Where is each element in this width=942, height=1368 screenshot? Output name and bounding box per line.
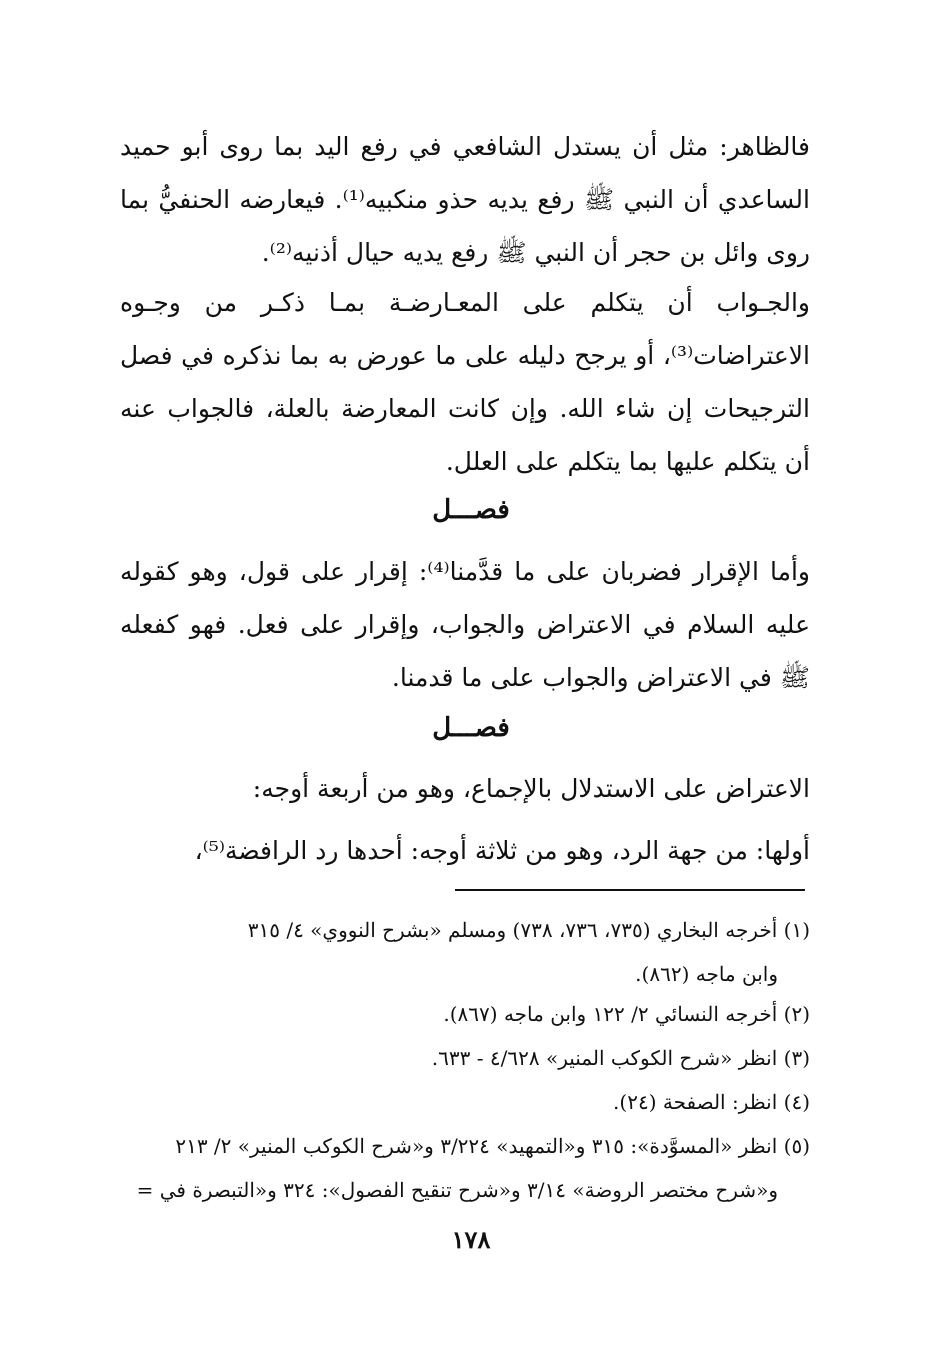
footnote-3: (٣) انظر «شرح الكوكب المنير» ٤/٦٢٨ - ٦٣٣. [431,1046,810,1070]
paragraph-text: وأما الإقرار فضربان على ما قدَّمنا⁽⁴⁾: إقرار على قول، وهو كقوله عليه السلام في الاعتراض والجواب، وإقرار على فعل. فهو كفعله ﷺ في الاعتراض والجواب على ما قدمنا. [120,557,810,692]
footnote-separator [455,889,805,891]
footnote-1-continuation: وابن ماجه (٨٦٢). [635,962,778,986]
paragraph-ijma-objection [120,762,810,815]
paragraph-answer [120,276,810,488]
footnote-5: (٥) انظر «المسوَّدة»: ٣١٥ و«التمهيد» ٣/٢٢٤ و«شرح الكوكب المنير» ٢/ ٢١٣ [175,1134,810,1158]
footnote-1: (١) أخرجه البخاري (٧٣٥، ٧٣٦، ٧٣٨) ومسلم «بشرح النووي» ٤/ ٣١٥ [247,918,810,942]
paragraph-text: أولها: من جهة الرد، وهو من ثلاثة أوجه: أحدها رد الرافضة⁽⁵⁾، [194,836,810,865]
footnotes [118,910,810,1210]
paragraph-raising-hands [120,120,810,279]
section-heading-1: فصـــل [432,495,510,525]
section-heading-2: فصـــل [432,713,510,743]
paragraph-first-aspect [120,824,810,877]
footnote-5-continuation: و«شرح مختصر الروضة» ٣/١٤ و«شرح تنقيح الفصول»: ٣٢٤ و«التبصرة في = [136,1178,778,1202]
footnote-4: (٤) انظر: الصفحة (٢٤). [613,1090,810,1114]
paragraph-text: فالظاهر: مثل أن يستدل الشافعي في رفع اليد بما روى أبو حميد الساعدي أن النبي ﷺ رفع يديه حذو منكبيه⁽¹⁾. فيعارضه الحنفيُّ بما روى وائل بن حجر أن النبي ﷺ رفع يديه حيال أذنيه⁽²⁾. [120,132,810,267]
paragraph-text: الاعتراض على الاستدلال بالإجماع، وهو من أربعة أوجه: [252,774,810,803]
paragraph-text: والجـواب أن يتكلم على المعـارضـة بمـا ذكـر من وجـوه الاعتراضات⁽³⁾، أو يرجح دليله على ما عورض به بما نذكره في فصل الترجيحات إن شاء الله. وإن كانت المعارضة بالعلة، فالجواب عنه أن يتكلم عليها بما يتكلم على العلل. [120,288,810,476]
page-number: ١٧٨ [451,1225,491,1254]
footnote-2: (٢) أخرجه النسائي ٢/ ١٢٢ وابن ماجه (٨٦٧). [443,1002,810,1026]
paragraph-iqrar [120,545,810,704]
